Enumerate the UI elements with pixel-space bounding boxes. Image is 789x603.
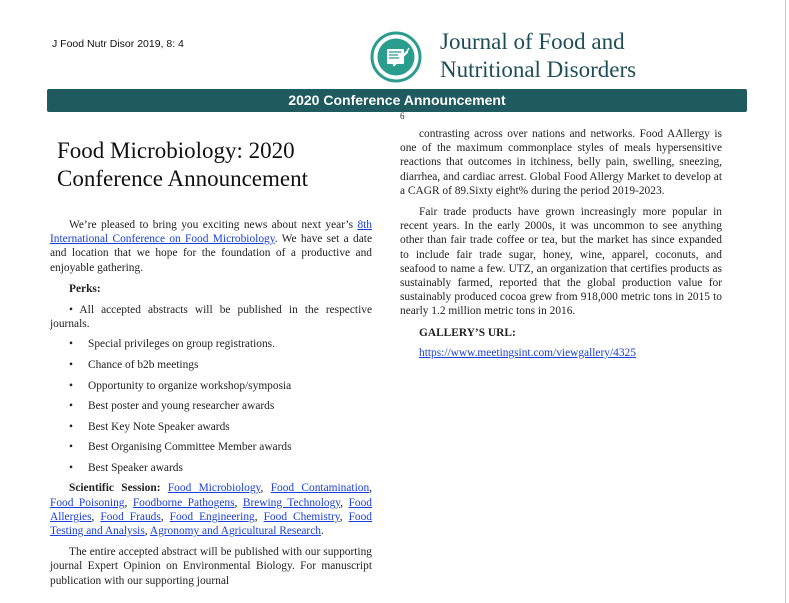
gallery-link[interactable]: https://www.meetingsint.com/viewgallery/4325 — [419, 346, 636, 359]
article-title — [57, 137, 377, 193]
session-link[interactable]: Foodborne Pathogens — [132, 496, 235, 509]
journal-title-line-1: Journal of Food and — [440, 29, 625, 54]
session-link[interactable]: Brewing Technology — [242, 496, 341, 509]
perk-item: • Opportunity to organize workshop/symposia — [50, 379, 372, 393]
session-link[interactable]: Food Testing and Analysis — [50, 510, 372, 538]
session-link[interactable]: Food Allergies — [50, 496, 372, 523]
closing-paragraph: The entire accepted abstract will be published with our supporting journal Expert Opinion on Environmental Biology. For manuscript publication with our supporting journal — [50, 546, 372, 587]
food-allergy-paragraph: contrasting across over nations and networks. Food AAllergy is one of the maximum commonplace styles of meals hypersensitive reactions that outcomes in itchiness, belly pain, swelling, sneezing, diarrhea, and cardiac arrest. Global Food Allergy Market to develop at a CAGR of 89.Sixty eight% during the period 2019-2023. — [400, 128, 722, 197]
session-link[interactable]: Food Chemistry — [263, 510, 340, 523]
fair-trade-paragraph: Fair trade products have grown increasingly more popular in recent years. In the early 2000s, it was uncommon to see anything other than fair trade coffee or tea, but the market has since expanded to include fair trade sugar, honey, wine, apparel, coconuts, and seafood to name a few. UTZ, an organization that certifies products as sustainably farmed, reported that the global production value for sustainably produced cocoa grew from 918,000 metric tons in 2015 to nearly 1.2 million metric tons in 2016. — [400, 206, 722, 318]
perk-abstracts: • All accepted abstracts will be published in the respective journals. — [50, 304, 372, 331]
session-link[interactable]: Food Contamination — [270, 482, 370, 495]
perks-list — [50, 337, 372, 475]
journal-citation: J Food Nutr Disor 2019, 8: 4 — [52, 38, 184, 50]
left-column — [50, 218, 372, 588]
perks-label: Perks: — [69, 282, 101, 295]
perk-item: • Best poster and young researcher awards — [50, 399, 372, 413]
announcement-banner: 2020 Conference Announcement — [47, 89, 747, 112]
session-link[interactable]: Food Frauds — [100, 510, 161, 523]
session-link[interactable]: Food Engineering — [169, 510, 255, 523]
session-link[interactable]: Food Poisoning — [50, 496, 125, 509]
session-link[interactable]: Food Microbiology — [167, 482, 261, 495]
scientific-session-paragraph: Scientific Session: Food Microbiology, Food Contamination, Food Poisoning, Foodborne Pathogens, Brewing Technology, Food Allergies, Food Frauds, Food Engineering, Food Chemistry, Food Testing and Analysis, Agronomy and Agricultural Research. — [50, 482, 373, 538]
perk-item: • Special privileges on group registrations. — [50, 337, 372, 351]
gallery-label: GALLERY’S URL: — [419, 326, 516, 339]
article-title-line-1: Food Microbiology: 2020 — [57, 138, 295, 163]
perk-item: • Chance of b2b meetings — [50, 358, 372, 372]
journal-title-line-2: Nutritional Disorders — [440, 57, 637, 82]
perk-item: • Best Key Note Speaker awards — [50, 420, 372, 434]
page-edge-divider — [785, 0, 786, 603]
perk-item: • Best Organising Committee Member awards — [50, 440, 372, 454]
conference-link[interactable]: 8th International Conference on Food Microbiology — [50, 219, 372, 246]
perk-item: • Best Speaker awards — [50, 461, 372, 475]
journal-title — [440, 28, 636, 84]
scientific-session-label: Scientific Session: — [69, 482, 161, 495]
intro-text-end: . We have set a date and location that we hope for the foundation of a productive and enjoyable gathering. — [50, 233, 372, 274]
gallery-url-paragraph — [400, 346, 722, 360]
intro-paragraph — [50, 218, 372, 275]
session-link[interactable]: Agronomy and Agricultural Research — [149, 525, 321, 538]
journal-logo-icon — [370, 31, 422, 83]
right-column — [400, 127, 722, 360]
intro-text-start: We’re pleased to bring you exciting news about next year’s — [69, 219, 358, 231]
stray-page-mark: 6 — [400, 111, 405, 121]
article-title-line-2: Conference Announcement — [57, 166, 308, 191]
